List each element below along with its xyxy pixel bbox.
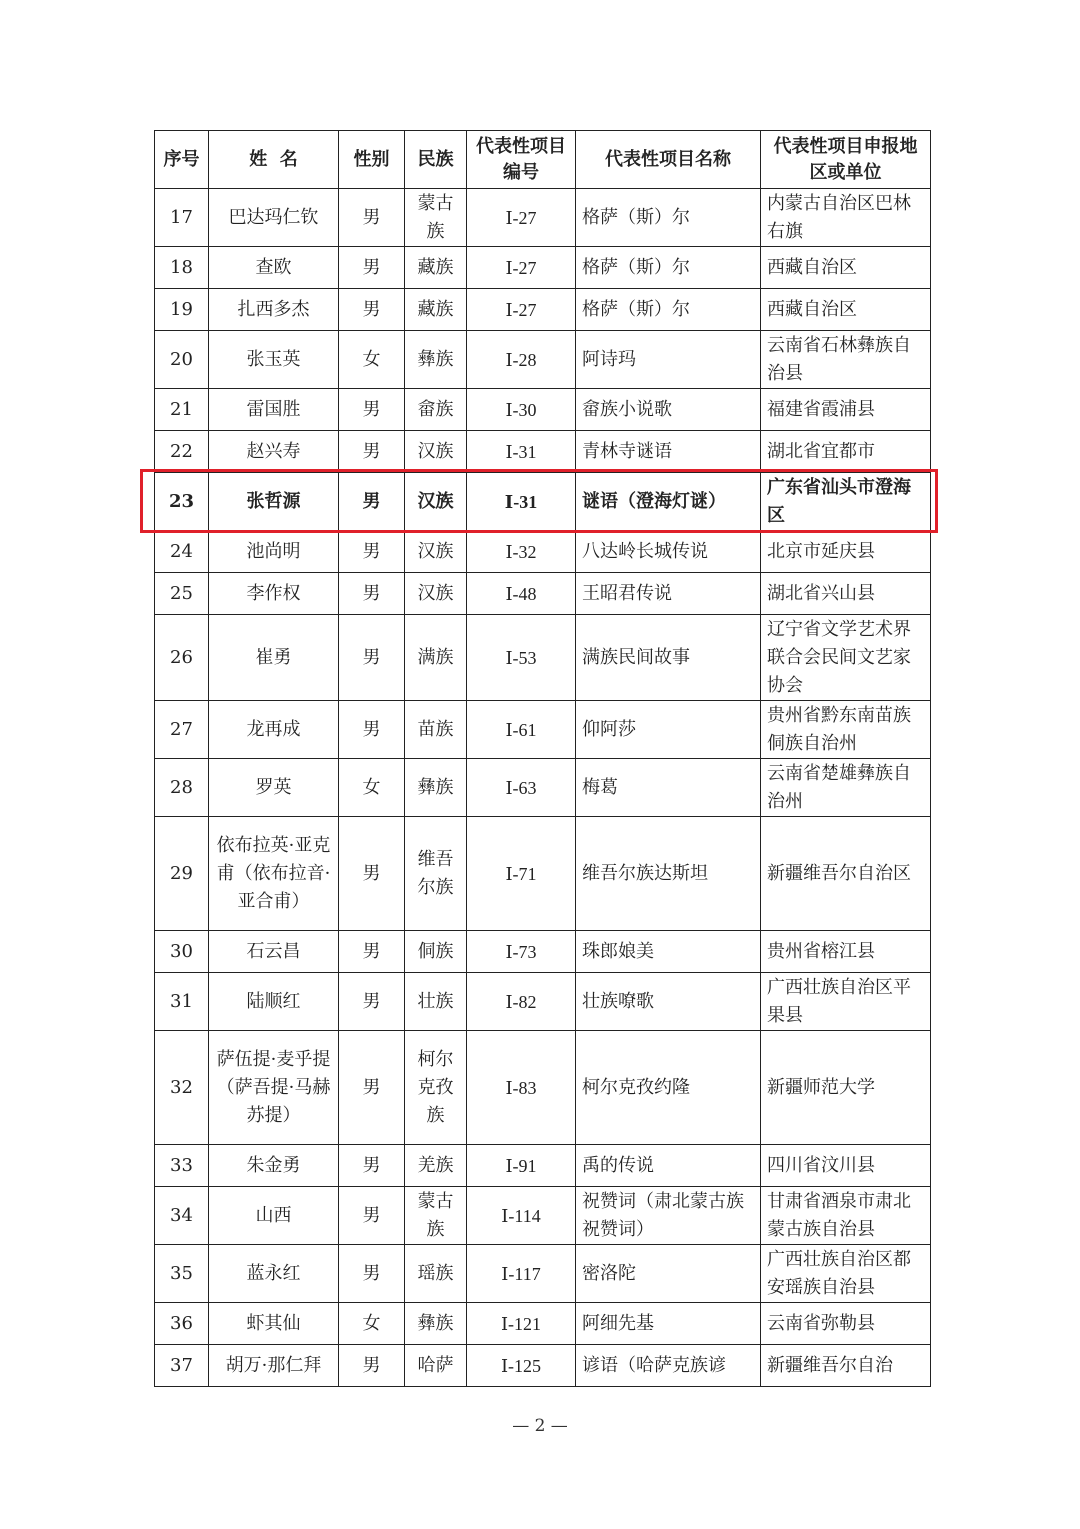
cell-project: 谜语（澄海灯谜） bbox=[576, 473, 761, 531]
cell-name: 萨伍提·麦乎提（萨吾提·马赫苏提） bbox=[209, 1031, 339, 1145]
cell-ethnicity: 蒙古族 bbox=[405, 1187, 467, 1245]
cell-sex: 男 bbox=[339, 247, 405, 289]
cell-ethnicity: 侗族 bbox=[405, 931, 467, 973]
cell-idx: 24 bbox=[155, 531, 209, 573]
cell-project: 青林寺谜语 bbox=[576, 431, 761, 473]
cell-region: 云南省石林彝族自治县 bbox=[761, 331, 931, 389]
table-row bbox=[155, 573, 931, 615]
cell-code: Ⅰ-82 bbox=[467, 973, 576, 1031]
cell-code: Ⅰ-83 bbox=[467, 1031, 576, 1145]
cell-project: 仰阿莎 bbox=[576, 701, 761, 759]
header-idx: 序号 bbox=[155, 131, 209, 189]
cell-name: 扎西多杰 bbox=[209, 289, 339, 331]
cell-sex: 男 bbox=[339, 389, 405, 431]
cell-ethnicity: 汉族 bbox=[405, 573, 467, 615]
cell-region: 云南省弥勒县 bbox=[761, 1303, 931, 1345]
cell-region: 贵州省榕江县 bbox=[761, 931, 931, 973]
cell-name: 龙再成 bbox=[209, 701, 339, 759]
cell-project: 密洛陀 bbox=[576, 1245, 761, 1303]
table-row bbox=[155, 931, 931, 973]
cell-project: 满族民间故事 bbox=[576, 615, 761, 701]
cell-idx: 23 bbox=[155, 473, 209, 531]
cell-code: Ⅰ-125 bbox=[467, 1345, 576, 1387]
table-row bbox=[155, 389, 931, 431]
cell-sex: 男 bbox=[339, 973, 405, 1031]
cell-region: 新疆维吾尔自治区 bbox=[761, 817, 931, 931]
cell-code: Ⅰ-63 bbox=[467, 759, 576, 817]
cell-project: 祝赞词（肃北蒙古族祝赞词） bbox=[576, 1187, 761, 1245]
cell-name: 石云昌 bbox=[209, 931, 339, 973]
table-row bbox=[155, 1031, 931, 1145]
cell-project: 格萨（斯）尔 bbox=[576, 247, 761, 289]
cell-idx: 36 bbox=[155, 1303, 209, 1345]
cell-ethnicity: 汉族 bbox=[405, 531, 467, 573]
cell-region: 广西壮族自治区平果县 bbox=[761, 973, 931, 1031]
cell-ethnicity: 汉族 bbox=[405, 473, 467, 531]
cell-idx: 19 bbox=[155, 289, 209, 331]
cell-project: 梅葛 bbox=[576, 759, 761, 817]
table-row bbox=[155, 1245, 931, 1303]
cell-region: 新疆师范大学 bbox=[761, 1031, 931, 1145]
cell-code: Ⅰ-27 bbox=[467, 247, 576, 289]
cell-ethnicity: 羌族 bbox=[405, 1145, 467, 1187]
cell-region: 内蒙古自治区巴林右旗 bbox=[761, 189, 931, 247]
cell-code: Ⅰ-48 bbox=[467, 573, 576, 615]
cell-region: 广东省汕头市澄海区 bbox=[761, 473, 931, 531]
cell-ethnicity: 彝族 bbox=[405, 759, 467, 817]
cell-name: 山西 bbox=[209, 1187, 339, 1245]
cell-region: 北京市延庆县 bbox=[761, 531, 931, 573]
cell-code: Ⅰ-32 bbox=[467, 531, 576, 573]
cell-name: 胡万·那仁拜 bbox=[209, 1345, 339, 1387]
table-body bbox=[155, 189, 931, 1387]
cell-idx: 34 bbox=[155, 1187, 209, 1245]
cell-sex: 男 bbox=[339, 1245, 405, 1303]
cell-project: 格萨（斯）尔 bbox=[576, 289, 761, 331]
cell-code: Ⅰ-73 bbox=[467, 931, 576, 973]
cell-name: 池尚明 bbox=[209, 531, 339, 573]
cell-region: 湖北省兴山县 bbox=[761, 573, 931, 615]
table-row bbox=[155, 473, 931, 531]
cell-ethnicity: 汉族 bbox=[405, 431, 467, 473]
cell-sex: 男 bbox=[339, 573, 405, 615]
cell-idx: 20 bbox=[155, 331, 209, 389]
cell-ethnicity: 瑶族 bbox=[405, 1245, 467, 1303]
cell-name: 崔勇 bbox=[209, 615, 339, 701]
table-row bbox=[155, 1187, 931, 1245]
cell-project: 珠郎娘美 bbox=[576, 931, 761, 973]
cell-code: Ⅰ-61 bbox=[467, 701, 576, 759]
cell-sex: 男 bbox=[339, 615, 405, 701]
cell-idx: 33 bbox=[155, 1145, 209, 1187]
cell-sex: 男 bbox=[339, 431, 405, 473]
cell-name: 查欧 bbox=[209, 247, 339, 289]
cell-ethnicity: 藏族 bbox=[405, 289, 467, 331]
cell-region: 西藏自治区 bbox=[761, 289, 931, 331]
table-row bbox=[155, 1145, 931, 1187]
cell-name: 李作权 bbox=[209, 573, 339, 615]
header-region: 代表性项目申报地区或单位 bbox=[761, 131, 931, 189]
cell-sex: 女 bbox=[339, 1303, 405, 1345]
cell-ethnicity: 满族 bbox=[405, 615, 467, 701]
cell-code: Ⅰ-30 bbox=[467, 389, 576, 431]
cell-project: 阿诗玛 bbox=[576, 331, 761, 389]
cell-region: 辽宁省文学艺术界联合会民间文艺家协会 bbox=[761, 615, 931, 701]
cell-sex: 男 bbox=[339, 189, 405, 247]
cell-sex: 男 bbox=[339, 1145, 405, 1187]
cell-idx: 31 bbox=[155, 973, 209, 1031]
cell-sex: 男 bbox=[339, 1345, 405, 1387]
cell-project: 维吾尔族达斯坦 bbox=[576, 817, 761, 931]
cell-ethnicity: 藏族 bbox=[405, 247, 467, 289]
table-row bbox=[155, 701, 931, 759]
cell-name: 虾其仙 bbox=[209, 1303, 339, 1345]
cell-idx: 26 bbox=[155, 615, 209, 701]
cell-project: 八达岭长城传说 bbox=[576, 531, 761, 573]
table-row bbox=[155, 247, 931, 289]
table-row bbox=[155, 289, 931, 331]
cell-name: 蓝永红 bbox=[209, 1245, 339, 1303]
cell-ethnicity: 苗族 bbox=[405, 701, 467, 759]
cell-project: 格萨（斯）尔 bbox=[576, 189, 761, 247]
cell-project: 壮族嘹歌 bbox=[576, 973, 761, 1031]
table-row bbox=[155, 817, 931, 931]
cell-ethnicity: 壮族 bbox=[405, 973, 467, 1031]
cell-sex: 男 bbox=[339, 701, 405, 759]
header-ethnicity: 民族 bbox=[405, 131, 467, 189]
cell-name: 巴达玛仁钦 bbox=[209, 189, 339, 247]
cell-region: 甘肃省酒泉市肃北蒙古族自治县 bbox=[761, 1187, 931, 1245]
cell-code: Ⅰ-121 bbox=[467, 1303, 576, 1345]
cell-idx: 32 bbox=[155, 1031, 209, 1145]
cell-project: 柯尔克孜约隆 bbox=[576, 1031, 761, 1145]
cell-sex: 男 bbox=[339, 1187, 405, 1245]
cell-code: Ⅰ-31 bbox=[467, 473, 576, 531]
cell-sex: 女 bbox=[339, 331, 405, 389]
cell-idx: 18 bbox=[155, 247, 209, 289]
cell-name: 雷国胜 bbox=[209, 389, 339, 431]
header-project: 代表性项目名称 bbox=[576, 131, 761, 189]
cell-project: 谚语（哈萨克族谚 bbox=[576, 1345, 761, 1387]
cell-ethnicity: 哈萨 bbox=[405, 1345, 467, 1387]
cell-region: 西藏自治区 bbox=[761, 247, 931, 289]
cell-name: 赵兴寿 bbox=[209, 431, 339, 473]
table-row bbox=[155, 1345, 931, 1387]
table-row bbox=[155, 189, 931, 247]
table-row bbox=[155, 431, 931, 473]
cell-code: Ⅰ-117 bbox=[467, 1245, 576, 1303]
cell-idx: 35 bbox=[155, 1245, 209, 1303]
table-row bbox=[155, 331, 931, 389]
cell-idx: 30 bbox=[155, 931, 209, 973]
cell-name: 罗英 bbox=[209, 759, 339, 817]
cell-project: 王昭君传说 bbox=[576, 573, 761, 615]
cell-sex: 女 bbox=[339, 759, 405, 817]
cell-project: 禹的传说 bbox=[576, 1145, 761, 1187]
cell-code: Ⅰ-53 bbox=[467, 615, 576, 701]
cell-region: 四川省汶川县 bbox=[761, 1145, 931, 1187]
cell-sex: 男 bbox=[339, 289, 405, 331]
cell-ethnicity: 彝族 bbox=[405, 1303, 467, 1345]
cell-sex: 男 bbox=[339, 473, 405, 531]
cell-code: Ⅰ-91 bbox=[467, 1145, 576, 1187]
table-row bbox=[155, 531, 931, 573]
cell-ethnicity: 维吾尔族 bbox=[405, 817, 467, 931]
cell-sex: 男 bbox=[339, 1031, 405, 1145]
cell-ethnicity: 彝族 bbox=[405, 331, 467, 389]
cell-region: 新疆维吾尔自治 bbox=[761, 1345, 931, 1387]
table-row bbox=[155, 973, 931, 1031]
cell-code: Ⅰ-114 bbox=[467, 1187, 576, 1245]
cell-region: 广西壮族自治区都安瑶族自治县 bbox=[761, 1245, 931, 1303]
cell-region: 贵州省黔东南苗族侗族自治州 bbox=[761, 701, 931, 759]
cell-idx: 37 bbox=[155, 1345, 209, 1387]
table-row bbox=[155, 1303, 931, 1345]
table-row bbox=[155, 759, 931, 817]
cell-name: 陆顺红 bbox=[209, 973, 339, 1031]
cell-region: 云南省楚雄彝族自治州 bbox=[761, 759, 931, 817]
cell-idx: 29 bbox=[155, 817, 209, 931]
cell-project: 畲族小说歌 bbox=[576, 389, 761, 431]
cell-idx: 21 bbox=[155, 389, 209, 431]
cell-sex: 男 bbox=[339, 817, 405, 931]
cell-region: 湖北省宜都市 bbox=[761, 431, 931, 473]
cell-code: Ⅰ-71 bbox=[467, 817, 576, 931]
cell-sex: 男 bbox=[339, 931, 405, 973]
inheritor-table bbox=[154, 130, 931, 1387]
cell-name: 朱金勇 bbox=[209, 1145, 339, 1187]
cell-ethnicity: 柯尔克孜族 bbox=[405, 1031, 467, 1145]
cell-idx: 25 bbox=[155, 573, 209, 615]
cell-code: Ⅰ-31 bbox=[467, 431, 576, 473]
cell-sex: 男 bbox=[339, 531, 405, 573]
cell-code: Ⅰ-27 bbox=[467, 289, 576, 331]
header-sex: 性别 bbox=[339, 131, 405, 189]
page-number: — 2 — bbox=[512, 1416, 568, 1436]
cell-idx: 17 bbox=[155, 189, 209, 247]
header-code: 代表性项目编号 bbox=[467, 131, 576, 189]
table-row bbox=[155, 615, 931, 701]
cell-name: 张玉英 bbox=[209, 331, 339, 389]
cell-idx: 28 bbox=[155, 759, 209, 817]
cell-idx: 22 bbox=[155, 431, 209, 473]
cell-ethnicity: 蒙古族 bbox=[405, 189, 467, 247]
cell-name: 依布拉英·亚克甫（依布拉音·亚合甫） bbox=[209, 817, 339, 931]
cell-ethnicity: 畲族 bbox=[405, 389, 467, 431]
cell-code: Ⅰ-28 bbox=[467, 331, 576, 389]
cell-name: 张哲源 bbox=[209, 473, 339, 531]
cell-region: 福建省霞浦县 bbox=[761, 389, 931, 431]
cell-idx: 27 bbox=[155, 701, 209, 759]
header-name: 姓 名 bbox=[209, 131, 339, 189]
table-header-row bbox=[155, 131, 931, 189]
cell-code: Ⅰ-27 bbox=[467, 189, 576, 247]
cell-project: 阿细先基 bbox=[576, 1303, 761, 1345]
